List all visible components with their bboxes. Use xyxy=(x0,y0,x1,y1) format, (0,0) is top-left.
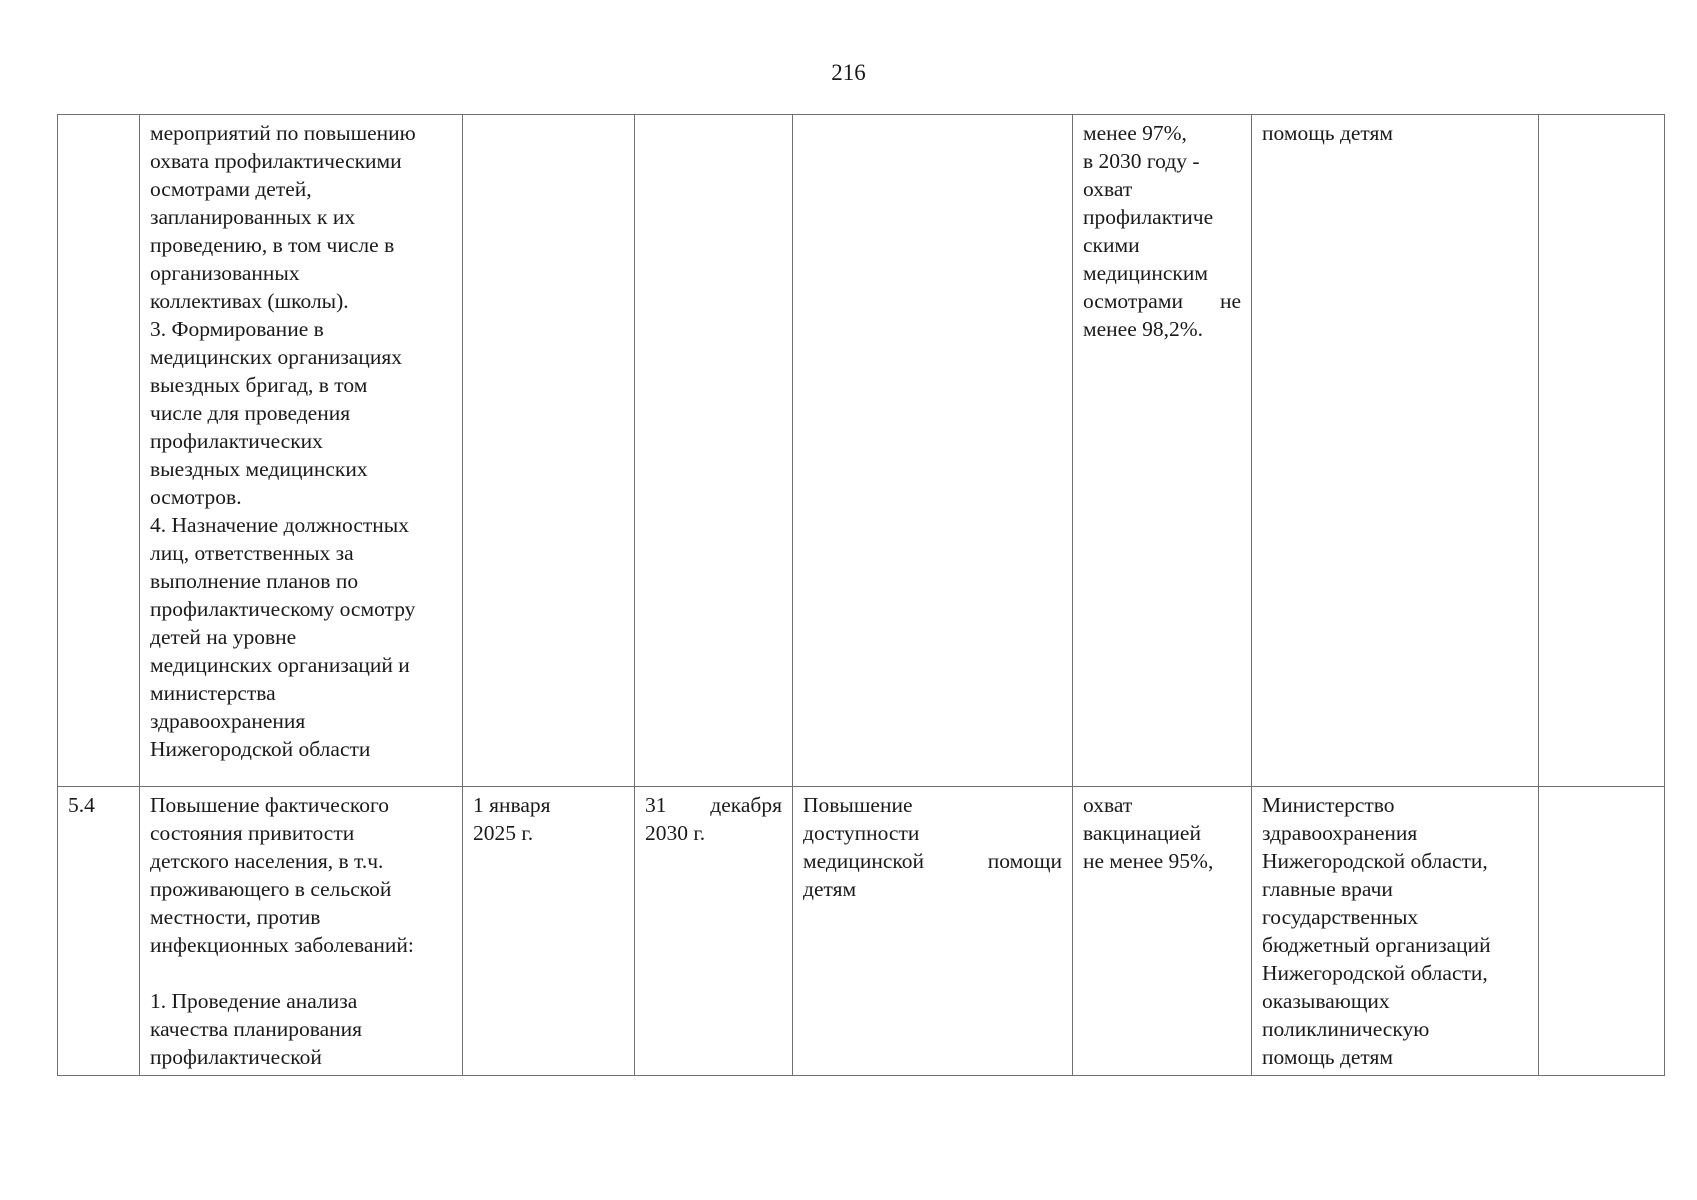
table-row xyxy=(58,787,1665,1076)
cell-result xyxy=(793,115,1073,787)
indicator-line: профилактиче xyxy=(1083,205,1214,229)
cell-indicator xyxy=(1073,115,1252,787)
indicator-line: охват xyxy=(1083,177,1133,201)
result-line: медицинской помощи xyxy=(803,849,1062,873)
cell-number: 5.4 xyxy=(58,787,140,1076)
cell-result xyxy=(793,787,1073,1076)
result-line: детям xyxy=(803,877,857,901)
end-date-line: 31 декабря xyxy=(645,793,782,817)
indicator-line: скими xyxy=(1083,233,1140,257)
indicator-line: осмотрами не xyxy=(1083,289,1241,313)
cell-note xyxy=(1539,787,1665,1076)
cell-note xyxy=(1539,115,1665,787)
page-number: 216 xyxy=(831,60,866,85)
cell-end-date xyxy=(635,115,793,787)
cell-responsible: помощь детям xyxy=(1252,115,1539,787)
table-row xyxy=(58,115,1665,787)
end-date-line: 2030 г. xyxy=(645,821,706,845)
cell-start-date: 1 января 2025 г. xyxy=(463,787,635,1076)
indicator-line: менее 97%, xyxy=(1083,121,1187,145)
cell-measure: мероприятий по повышению охвата профилактическими осмотрами детей, запланированных к их проведению, в том числе в организованных коллективах (школы). 3. Формирование в медицинских организациях выездных бригад, в том числе для проведения профилактических выездных медицинских осмотров. 4. Назначение должностных лиц, ответственных за выполнение планов по профилактическому осмотру детей на уровне медицинских организаций и министерства здравоохранения Нижегородской области xyxy=(140,115,463,787)
plan-table xyxy=(57,114,1665,1076)
indicator-line: медицинским xyxy=(1083,261,1208,285)
cell-measure: Повышение фактического состояния привитости детского населения, в т.ч. проживающего в сельской местности, против инфекционных заболеваний: 1. Проведение анализа качества планирования профилактической xyxy=(140,787,463,1076)
result-line: доступности xyxy=(803,821,920,845)
cell-responsible: Министерство здравоохранения Нижегородской области, главные врачи государственных бюджетный организаций Нижегородской области, оказывающих поликлиническую помощь детям xyxy=(1252,787,1539,1076)
cell-end-date xyxy=(635,787,793,1076)
cell-start-date xyxy=(463,115,635,787)
cell-indicator: охват вакцинацией не менее 95%, xyxy=(1073,787,1252,1076)
result-line: Повышение xyxy=(803,793,913,817)
cell-number xyxy=(58,115,140,787)
indicator-line: менее 98,2%. xyxy=(1083,317,1204,341)
indicator-line: в 2030 году - xyxy=(1083,149,1200,173)
